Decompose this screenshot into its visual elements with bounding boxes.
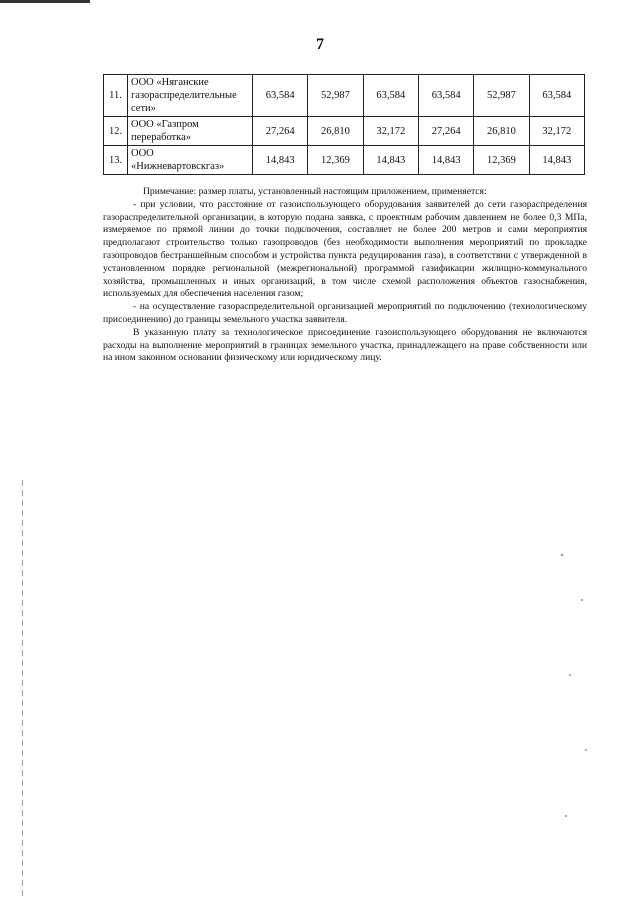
notes-item-distance: - при условии, что расстояние от газоиспользующего оборудования заявителей до сети газораспределения газораспределительной организации, в которую подана заявка, с проектным рабочим давлением не более 0,3 МПа, измеряемое по прямой линии до точки подключения, составляет не более 200 метров и сами мероприятия предполагают строительство только газопроводов (без необходимости выполнения мероприятий по прокладке газопроводов бестраншейным способом и устройства пункта редуцирования газа), в соответствии с утвержденной в установленном порядке региональной (межрегиональной) программой газификации жилищно-коммунального хозяйства, промышленных и иных организаций, в том числе схемой расположения объектов газоснабжения, используемых для обеспечения населения газом; [103, 198, 587, 300]
row-index: 11. [104, 75, 128, 117]
rates-table [103, 74, 585, 175]
rate-value: 14,843 [529, 146, 584, 175]
notes-intro: Примечание: размер платы, установленный настоящим приложением, применяется: [143, 186, 487, 197]
rate-value: 63,584 [253, 75, 308, 117]
page-number: 7 [316, 36, 324, 53]
notes-item-boundary: - на осуществление газораспределительной организацией мероприятий по подключению (технологическому присоединению) до границы земельного участка заявителя. [103, 301, 587, 325]
scan-artifact-left-edge [22, 480, 23, 900]
rate-value: 26,810 [474, 117, 529, 146]
row-index: 13. [104, 146, 128, 175]
rate-value: 32,172 [529, 117, 584, 146]
rate-value: 63,584 [529, 75, 584, 117]
table-row [104, 75, 585, 117]
notes-paragraph-exclusions: В указанную плату за технологическое присоединение газоиспользующего оборудования не включаются расходы на выполнение мероприятий в границах земельного участка, принадлежащего на праве собственности или на ином законном основании физическому или юридическому лицу. [103, 326, 587, 364]
rate-value: 32,172 [363, 117, 418, 146]
organization-name: ООО «Газпром переработка» [128, 117, 253, 146]
rate-value: 14,843 [363, 146, 418, 175]
scan-artifact-specks [554, 540, 594, 840]
rate-value: 63,584 [363, 75, 418, 117]
rate-value: 52,987 [308, 75, 363, 117]
rate-value: 26,810 [308, 117, 363, 146]
row-index: 12. [104, 117, 128, 146]
rate-value: 14,843 [253, 146, 308, 175]
organization-name: ООО «Няганские газораспределительные сети» [128, 75, 253, 117]
rate-value: 27,264 [418, 117, 473, 146]
table-row [104, 146, 585, 175]
rate-value: 12,369 [474, 146, 529, 175]
notes-section [103, 186, 587, 365]
scan-artifact-top [0, 0, 90, 3]
rate-value: 14,843 [418, 146, 473, 175]
rate-value: 12,369 [308, 146, 363, 175]
rate-value: 27,264 [253, 117, 308, 146]
rate-value: 63,584 [418, 75, 473, 117]
rate-value: 52,987 [474, 75, 529, 117]
table-row [104, 117, 585, 146]
organization-name: ООО «Нижневартовскгаз» [128, 146, 253, 175]
